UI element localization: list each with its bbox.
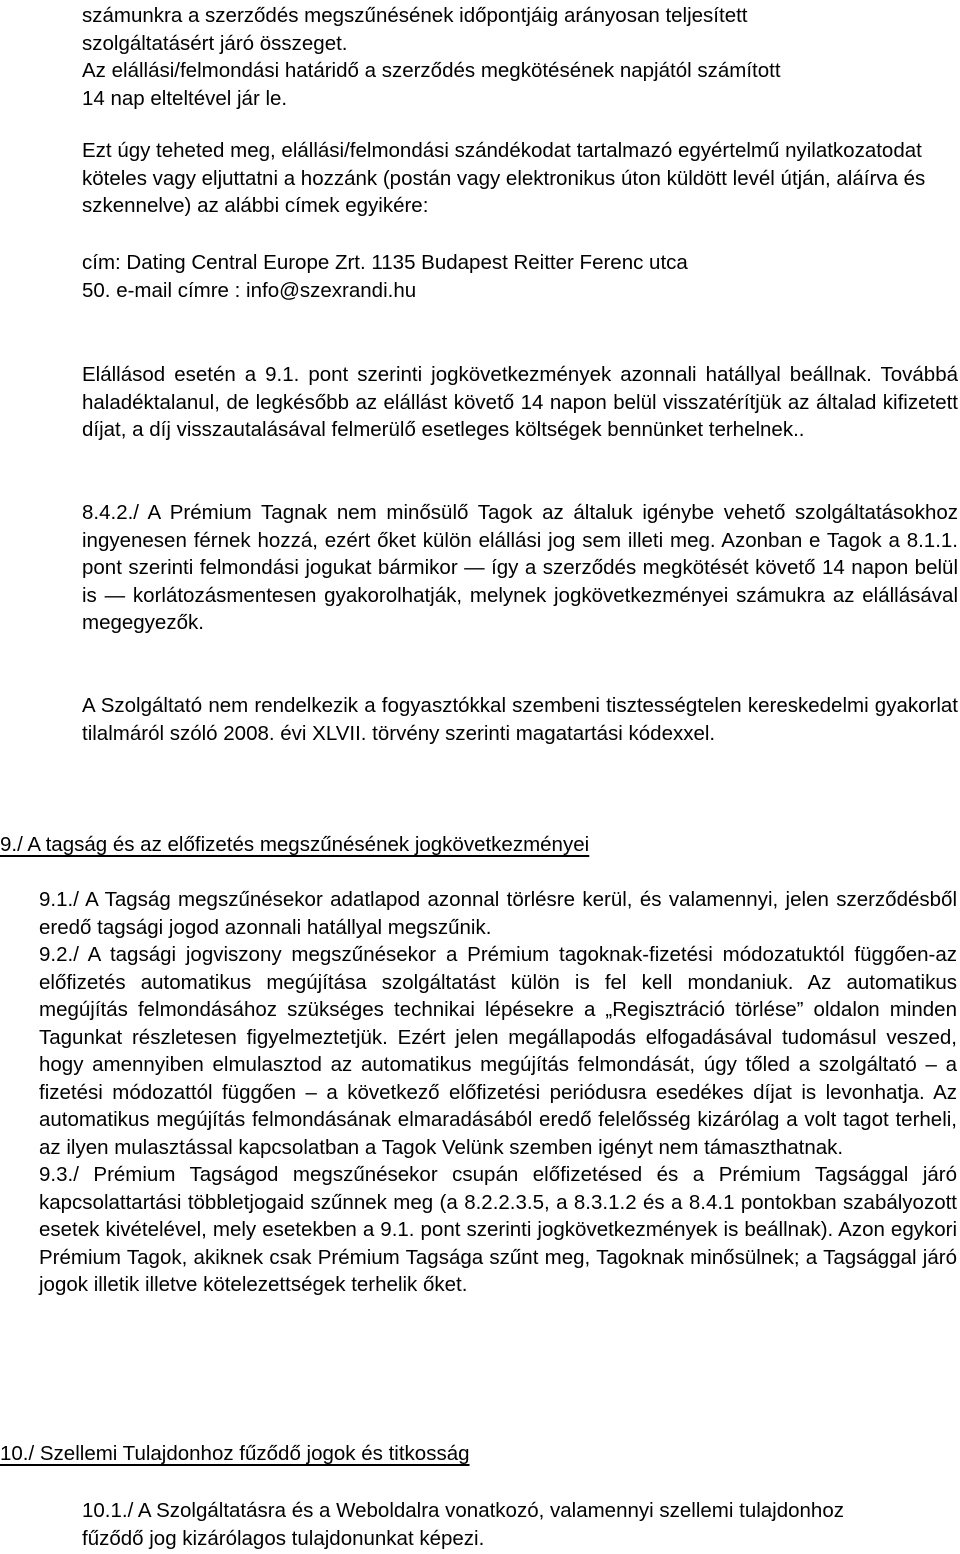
section-10-body bbox=[82, 1497, 882, 1552]
section-9-heading-text: 9./ A tagság és az előfizetés megszűnésének jogkövetkezményei bbox=[0, 833, 590, 856]
withdrawal-paragraph bbox=[82, 361, 958, 444]
address-line-1: cím: Dating Central Europe Zrt. 1135 Budapest Reitter Ferenc utca bbox=[82, 251, 688, 274]
section-8-4-2 bbox=[82, 499, 958, 637]
section-10-heading bbox=[0, 1440, 900, 1468]
code-of-conduct-paragraph bbox=[82, 692, 958, 747]
address-block bbox=[82, 249, 842, 304]
section-9-2: 9.2./ A tagsági jogviszony megszűnésekor a Prémium tagoknak-fizetési módozatuktól függően-az előfizetés automatikus megújítása szolgáltatást külön is fel kell mondaniuk. Az automatikus megújítás felmondásához szükséges technikai lépésekre a „Regisztráció törlése” oldalon minden Tagunkat részletesen figyelmeztetjük. Ezért jelen megállapodás elfogadásával tudomásul veszed, hogy amennyiben elmulasztod az automatikus megújítás felmondását, úgy tőled a szolgáltató – a fizetési módozattól függően – a következő előfizetési periódusra esedékes díjat is levonhatja. Az automatikus megújítás felmondásának elmaradásából eredő felelősség kizárólag a volt tagot terheli, az ilyen mulasztással kapcsolatban a Tagok Velünk szemben igényt nem támaszthatnak. bbox=[39, 943, 957, 1159]
instruction-text: Ezt úgy teheted meg, elállási/felmondási szándékodat tartalmazó egyértelmű nyilatkozatodat köteles vagy eljuttatni a hozzánk (postán vagy elektronikus úton küldött levél útján, aláírva és szkennelve) az alábbi címek egyikére: bbox=[82, 139, 926, 217]
section-9-body bbox=[39, 886, 957, 1299]
intro-paragraph bbox=[82, 2, 882, 112]
address-line-2: 50. e-mail címre : info@szexrandi.hu bbox=[82, 278, 417, 302]
section-9-heading bbox=[0, 831, 900, 859]
code-of-conduct-text: A Szolgáltató nem rendelkezik a fogyasztókkal szembeni tisztességtelen kereskedelmi gyakorlat tilalmáról szóló 2008. évi XLVII. törvény szerinti magatartási kódexxel. bbox=[82, 694, 958, 745]
section-8-4-2-text: 8.4.2./ A Prémium Tagnak nem minősülő Tagok az általuk igénybe vehető szolgáltatásokhoz ingyenesen férnek hozzá, ezért őket külön elállási jog sem illeti meg. Azonban e Tagok a 8.1.1. pont szerinti felmondási jogukat bármikor — így a szerződés megkötését követő 14 napon belül is — korlátozásmentesen gyakorolhatják, melynek jogkövetkezményei számukra az elállásával megegyezők. bbox=[82, 501, 958, 634]
section-9-3: 9.3./ Prémium Tagságod megszűnésekor csupán előfizetésed és a Prémium Tagsággal járó kapcsolattartási többletjogaid szűnnek meg (a 8.2.2.3.5, a 8.3.1.2 és a 8.4.1 pontokban szabályozott esetek kivételével, mely esetekben a 9.1. pont szerinti jogkövetkezmények is beállnak). Azon egykori Prémium Tagok, akiknek csak Prémium Tagsága szűnt meg, Tagoknak minősülnek; a Tagsággal járó jogok illetik illetve kötelezettségek terhelik őket. bbox=[39, 1163, 957, 1296]
section-9-1: 9.1./ A Tagság megszűnésekor adatlapod azonnal törlésre kerül, és valamennyi, jelen szerződésből eredő tagsági jogod azonnali hatállyal megszűnik. bbox=[39, 888, 957, 939]
section-10-1: 10.1./ A Szolgáltatásra és a Weboldalra vonatkozó, valamennyi szellemi tulajdonhoz fűződő jog kizárólagos tulajdonunkat képezi. bbox=[82, 1499, 844, 1550]
instruction-paragraph bbox=[82, 137, 960, 220]
intro-line-1: számunkra a szerződés megszűnésének időpontjáig arányosan teljesített szolgáltatásért járó összeget. bbox=[82, 4, 748, 55]
withdrawal-text: Elállásod esetén a 9.1. pont szerinti jogkövetkezmények azonnali hatállyal beállnak. Továbbá haladéktalanul, de legkésőbb az elállást követő 14 napon belül visszatérítjük az általad kifizetett díjat, a díj visszautalásával felmerülő esetleges költségek bennünket terhelnek.. bbox=[82, 363, 958, 441]
section-10-heading-text: 10./ Szellemi Tulajdonhoz fűződő jogok és titkosság bbox=[0, 1442, 470, 1465]
intro-line-2: Az elállási/felmondási határidő a szerződés megkötésének napjától számított 14 nap elteltével jár le. bbox=[82, 59, 781, 110]
